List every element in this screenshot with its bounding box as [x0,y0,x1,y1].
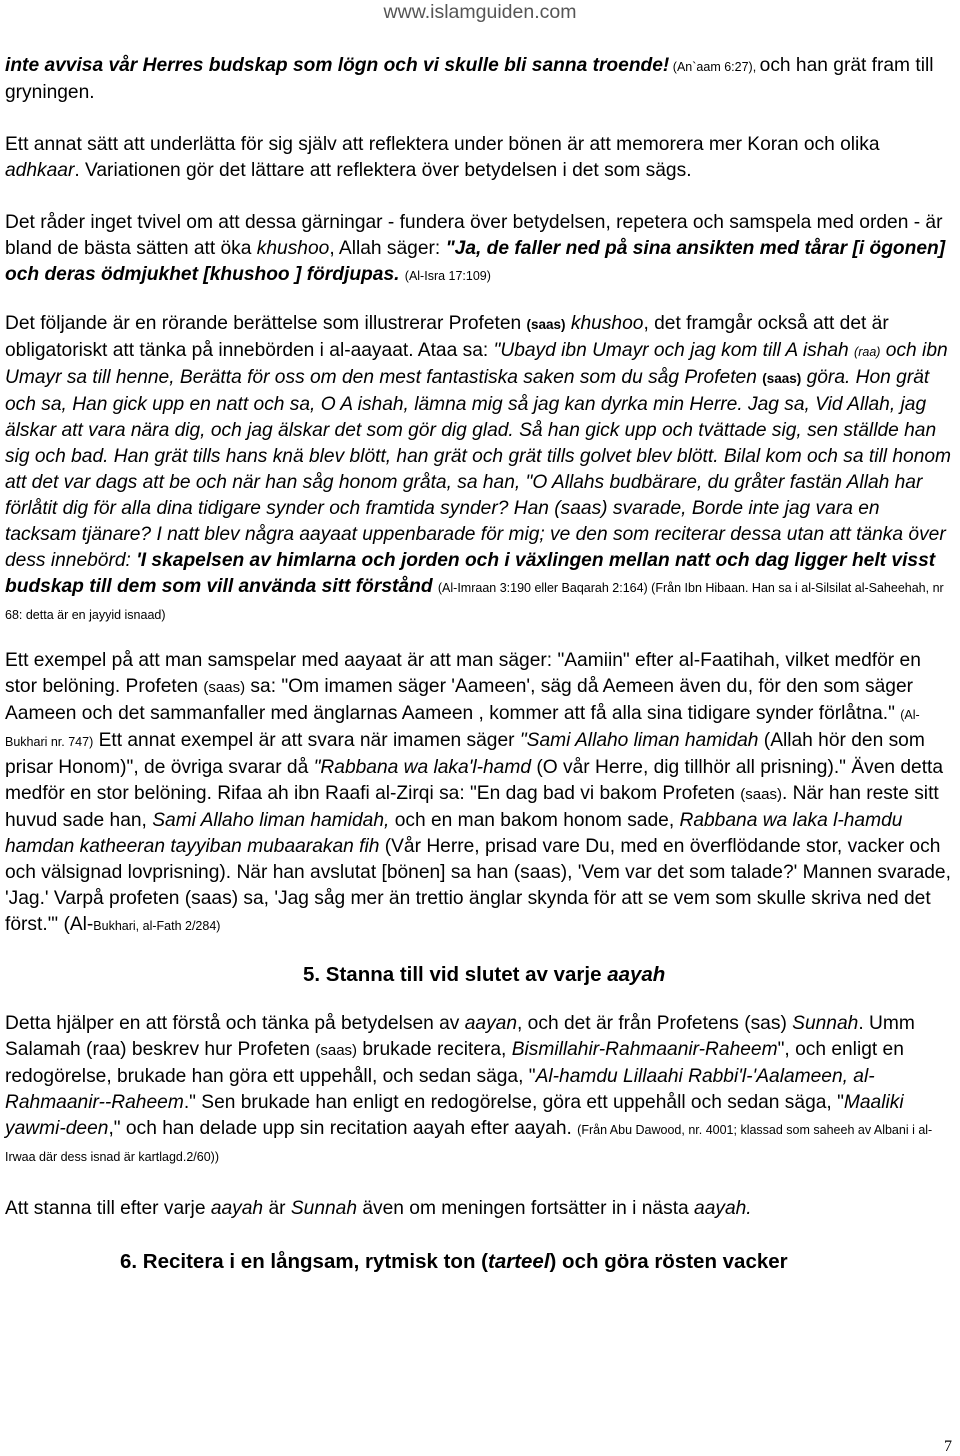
honorific: (saas) [203,679,246,696]
body-text: Det följande är en rörande berättelse som illustrerar Profeten [5,313,527,334]
citation: (Al-Isra 17:109) [404,269,491,283]
term: khushoo [570,313,644,334]
citation: Bukhari, al-Fath 2/284) [93,919,221,933]
site-header: www.islamguiden.com [383,1,577,23]
citation: (An`aam 6:27), [669,60,760,74]
paragraph-memorize [5,132,953,184]
heading-term: tarteel [488,1250,550,1273]
heading-term: aayah [607,963,666,986]
term: Rabbana wa laka l-hamdu hamdan katheeran tayyiban mubaarakan fih [5,810,903,857]
term: Bismillahir-Rahmaanir-Raheem [511,1039,778,1060]
body-text: . När han reste sitt huvud sade han, [5,783,939,831]
story-text: göra. Hon grät och sa, Han gick upp en natt och sa, O A ishah, lämna mig så jag kan dyrka min Herre. Jag sa, Vid Allah, jag älskar att vara nära dig, och jag älskar det som gör dig glad. Så han gick upp och tvättade sig, sen ställde han sig och bad. Han grät tills hans knä blev blött, han grät och grät tills golvet blev blött. Bilal kom och sa till honom att det var dags att be och när han såg honom gråta, sa han, "O Allahs budbärare, du gråter fastän Allah har förlåtit dig för alla dina tidigare synder och framtida synder? Han (saas) svarade, Borde inte jag vara en tacksam tjänare? I natt blev några aayaat uppenbarade för mig; ve den som reciterar dessa utan att tänka över dess innebörd: [5,367,952,571]
citation: (Al-Imraan 3:190 eller Baqarah 2:164) (Från Ibn Hibaan. Han sa i al-Silsilat al-Saheehah, nr 68: detta är en jayyid isnaad) [5,581,944,622]
body-text: och han grät fram till gryningen. [5,55,934,103]
term: khushoo [256,238,330,259]
term: Al-hamdu Lillaahi Rabbi'l-'Aalameen, al-Rahmaanir--Raheem [5,1066,875,1113]
body-text: , det framgår också att det är obligatoriskt att tänka på innebörden i al-aayaat. Ataa sa: [5,313,889,361]
story-text: "Ubayd ibn Umayr och jag kom till A ishah [493,340,855,361]
citation: (Al- [63,914,94,935]
paragraph-aayah-pause [5,1011,953,1170]
page-number: 7 [944,1438,952,1455]
body-text: (O vår Herre, dig tillhör all prisning)." Även detta medför en stor belöning. Rifaa ah ibn Raafi al-Zirqi sa: "En dag bad vi bakom Profeten [5,757,944,804]
paragraph-quran-quote [5,53,953,106]
term: "Sami Allaho liman hamidah [519,730,759,751]
body-text: (Vår Herre, prisad vare Du, med en överflödande stor, vacker och och välsignad lovprisning). När han avslutat [bönen] sa han (saas), 'Vem var det som talade?' Mannen svarade, 'Jag.' Varpå profeten (saas) sa, 'Jag såg mer än trettio änglar skynda för att se vem som skulle skriva ned det först.'" [5,836,951,935]
paragraph-sunnah [5,1196,953,1222]
page-body [5,53,953,1276]
section-heading-5 [5,961,953,989]
body-text: . Variationen gör det lättare att reflektera över betydelsen i det som sägs. [74,160,692,181]
body-text: (Allah hör den som prisar Honom)", de övriga svarar då [5,730,925,778]
story-text: och ibn Umayr sa till henne, Berätta för oss om den mest fantastiska saken som du såg Profeten [5,340,948,388]
honorific: (saas) [740,786,782,803]
body-text: Ett annat sätt att underlätta för sig själv att reflektera under bönen är att memorera mer Koran och olika [5,134,880,155]
honorific: (saas) [762,371,802,386]
term: Sunnah [290,1198,357,1219]
quote-text: 'I skapelsen av himlarna och jorden och i växlingen mellan natt och dag ligger helt visst budskap till dem som vill använda sitt förstånd [5,550,936,597]
section-heading-6 [5,1248,953,1276]
citation: (Från Abu Dawood, nr. 4001; klassad som saheeh av Albani i al-Irwaa där dess isnad är kartlagd.2/60)) [5,1123,933,1164]
term: Sunnah [792,1013,859,1034]
term: "Rabbana wa laka'l-hamd [313,757,532,778]
honorific: (raa) [854,345,881,359]
honorific: (saas) [315,1042,358,1059]
body-text: och en man bakom honom sade, [389,810,680,831]
quote-text: "Ja, de faller ned på sina ansikten med tårar [i ögonen] och deras ödmjukhet [khushoo ] fördjupas. [5,238,946,285]
citation: (Al-Bukhari nr. 747) [5,708,920,749]
term: Sami Allaho liman hamidah, [152,810,390,831]
heading-text: ) och göra rösten vacker [549,1250,788,1273]
honorific: (saas) [526,317,566,332]
paragraph-aamiin [5,648,953,939]
body-text: sa: "Om imamen säger 'Aameen', säg då Aemeen även du, för den som säger Aameen och det sammanfaller med änglarnas Aameen , kommer att få alla sina tidigare synder förlåtna." [5,676,914,724]
body-text: Ett annat exempel är att svara när imamen säger [93,730,520,751]
body-text: . Umm Salamah (raa) beskrev hur Profeten [5,1013,915,1060]
body-text: brukade recitera, [357,1039,512,1060]
body-text: Att stanna till efter varje [5,1198,211,1219]
term: aayah. [694,1198,752,1219]
body-text: Detta hjälper en att förstå och tänka på betydelsen av [5,1013,465,1034]
body-text: ", och enligt en redogörelse, brukade han göra ett uppehåll, och sedan säga, " [5,1039,904,1087]
term: Maaliki yawmi-deen [5,1092,904,1139]
paragraph-khushoo [5,210,953,289]
body-text: är [263,1198,291,1219]
body-text: även om meningen fortsätter in i nästa [357,1198,695,1219]
body-text: , och det är från Profetens (sas) [517,1013,793,1034]
body-text: ." Sen brukade han enligt en redogörelse, göra ett uppehåll och sedan säga, " [183,1092,844,1113]
heading-text: 5. Stanna till vid slutet av varje [303,963,608,986]
paragraph-story [5,311,953,628]
body-text: ," och han delade upp sin recitation aayah efter aayah. [108,1118,578,1139]
quote-text: inte avvisa vår Herres budskap som lögn och vi skulle bli sanna troende! [5,55,670,76]
term: aayah [210,1198,264,1219]
body-text: Ett exempel på att man samspelar med aayaat är att man säger: "Aamiin" efter al-Faatihah, vilket medför en stor belöning. Profeten [5,650,921,697]
term: aayan [464,1013,518,1034]
body-text: , Allah säger: [329,238,446,259]
body-text: Det råder inget tvivel om att dessa gärningar - fundera över betydelsen, repetera och samspela med orden - är bland de bästa sätten att öka [5,212,943,259]
term: adhkaar [5,160,75,181]
heading-text: 6. Recitera i en långsam, rytmisk ton ( [120,1250,488,1273]
